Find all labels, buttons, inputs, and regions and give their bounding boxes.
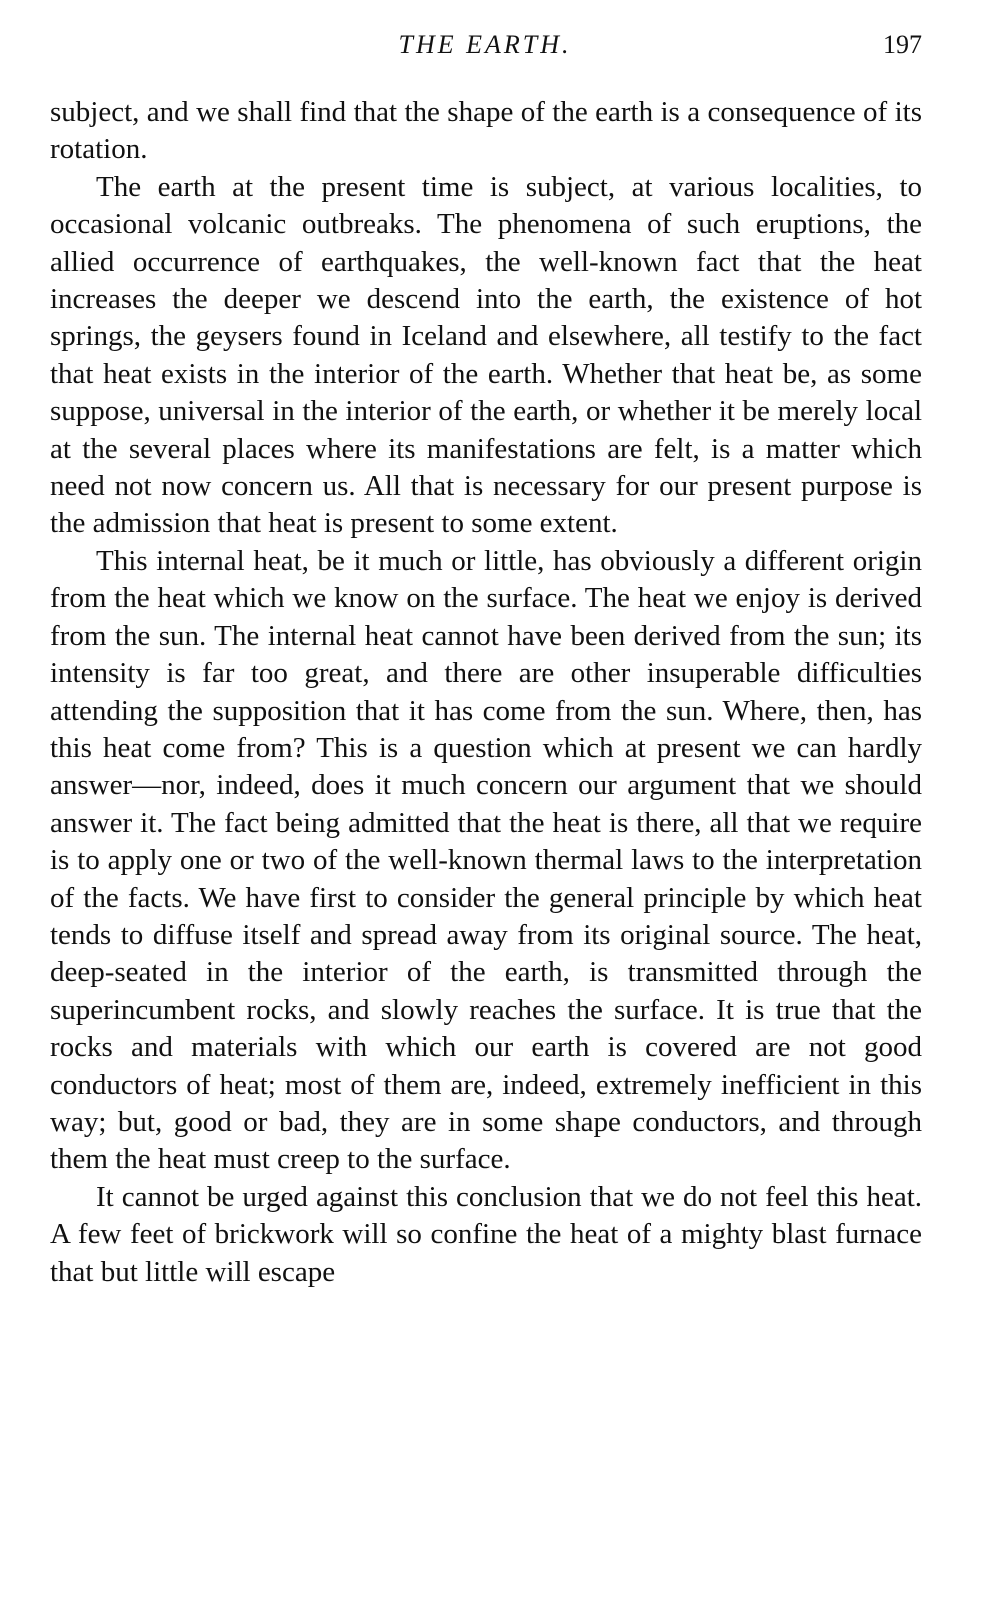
page-number: 197 xyxy=(883,30,922,59)
paragraph-volcanic-heat: The earth at the present time is subject, at various localities, to occasional volcanic outbreaks. The phenomena of such eruptions, the allied occurrence of earthquakes, the well-known fact that the heat increases the deeper we descend into the earth, the existence of hot springs, the geysers found in Iceland and elsewhere, all testify to the fact that heat exists in the interior of the earth. Whether that heat be, as some suppose, universal in the interior of the earth, or whether it be merely local at the several places where its manifestations are felt, is a matter which need not now concern us. All that is necessary for our present purpose is the admission that heat is present to some extent. xyxy=(50,170,922,540)
running-title: THE EARTH. xyxy=(398,30,572,59)
body-text xyxy=(50,94,922,1291)
paragraph-continuation: subject, and we shall find that the shape of the earth is a consequence of its rotation. xyxy=(50,96,922,166)
paragraph-internal-heat-origin: This internal heat, be it much or little, has obviously a different origin from the heat which we know on the surface. The heat we enjoy is derived from the sun. The internal heat cannot have been derived from the sun; its intensity is far too great, and there are other insuperable difficulties attending the supposition that it has come from the sun. Where, then, has this heat come from? This is a question which at present we can hardly answer—nor, indeed, does it much concern our argument that we should answer it. The fact being admitted that the heat is there, all that we require is to apply one or two of the well-known thermal laws to the interpretation of the facts. We have first to consider the general principle by which heat tends to diffuse itself and spread away from its original source. The heat, deep-seated in the interior of the earth, is transmitted through the superincumbent rocks, and slowly reaches the surface. It is true that the rocks and materials with which our earth is covered are not good conductors of heat; most of them are, indeed, extremely inefficient in this way; but, good or bad, they are in some shape conductors, and through them the heat must creep to the surface. xyxy=(50,544,922,1176)
paragraph-brickwork-furnace: It cannot be urged against this conclusion that we do not feel this heat. A few feet of brickwork will so confine the heat of a mighty blast furnace that but little will escape xyxy=(50,1180,922,1288)
running-header xyxy=(48,30,922,64)
